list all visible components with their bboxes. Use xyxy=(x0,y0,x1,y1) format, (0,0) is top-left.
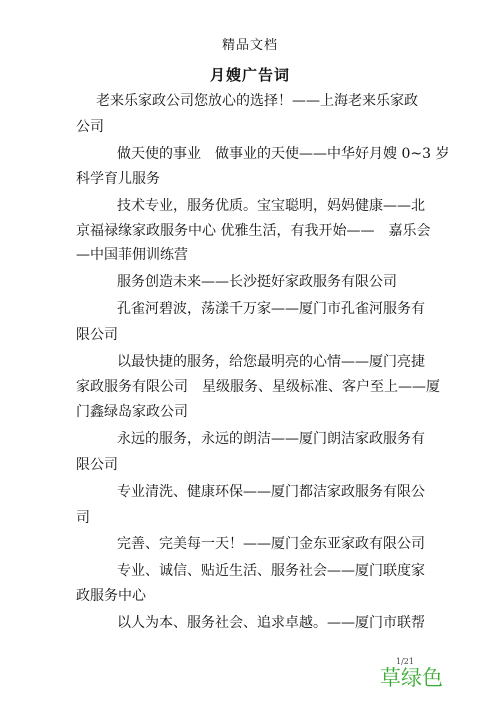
text-line: 家政服务有限公司 星级服务、星级标准、客户至上——厦 xyxy=(76,379,440,395)
text-line: 京福禄缘家政服务中心 优雅生活，有我开始—— 嘉乐会 xyxy=(76,223,431,239)
text-line: 公司 xyxy=(76,119,104,135)
text-line: 限公司 xyxy=(76,457,118,473)
watermark-label: 草绿色 xyxy=(380,666,443,690)
text-line: 永远的服务，永远的朗洁——厦门朗洁家政服务有 xyxy=(117,431,425,447)
text-line: 完善、完美每一天！——厦门金东亚家政有限公司 xyxy=(117,536,425,552)
page-number: 1/21 xyxy=(396,657,414,666)
text-line: 限公司 xyxy=(76,327,118,343)
text-line: 科学育儿服务 xyxy=(76,171,160,187)
text-line: 服务创造未来——长沙挺好家政服务有限公司 xyxy=(117,274,397,290)
text-line: 以人为本、服务社会、追求卓越。——厦门市联帮 xyxy=(117,615,425,631)
document-title: 月嫂广告词 xyxy=(209,66,290,84)
page-header: 精品文档 xyxy=(221,38,278,53)
text-line: 司 xyxy=(76,510,90,526)
text-line: 以最快捷的服务，给您最明亮的心情——厦门亮捷 xyxy=(117,354,425,370)
text-line: 技术专业，服务优质。宝宝聪明，妈妈健康——北 xyxy=(117,198,425,214)
text-line: 专业、诚信、贴近生活、服务社会——厦门联度家 xyxy=(117,563,425,579)
text-line: 专业清洗、健康环保——厦门都洁家政服务有限公 xyxy=(117,484,425,500)
text-line: 门鑫绿岛家政公司 xyxy=(76,404,188,420)
text-line: 做天使的事业 做事业的天使——中华好月嫂 0~3 岁 xyxy=(117,146,450,162)
text-line: 孔雀河碧波，荡漾千万家——厦门市孔雀河服务有 xyxy=(117,301,425,317)
text-line: —中国菲佣训练营 xyxy=(76,247,188,263)
text-line: 政服务中心 xyxy=(76,588,146,604)
text-line: 老来乐家政公司您放心的选择！——上海老来乐家政 xyxy=(96,93,418,109)
